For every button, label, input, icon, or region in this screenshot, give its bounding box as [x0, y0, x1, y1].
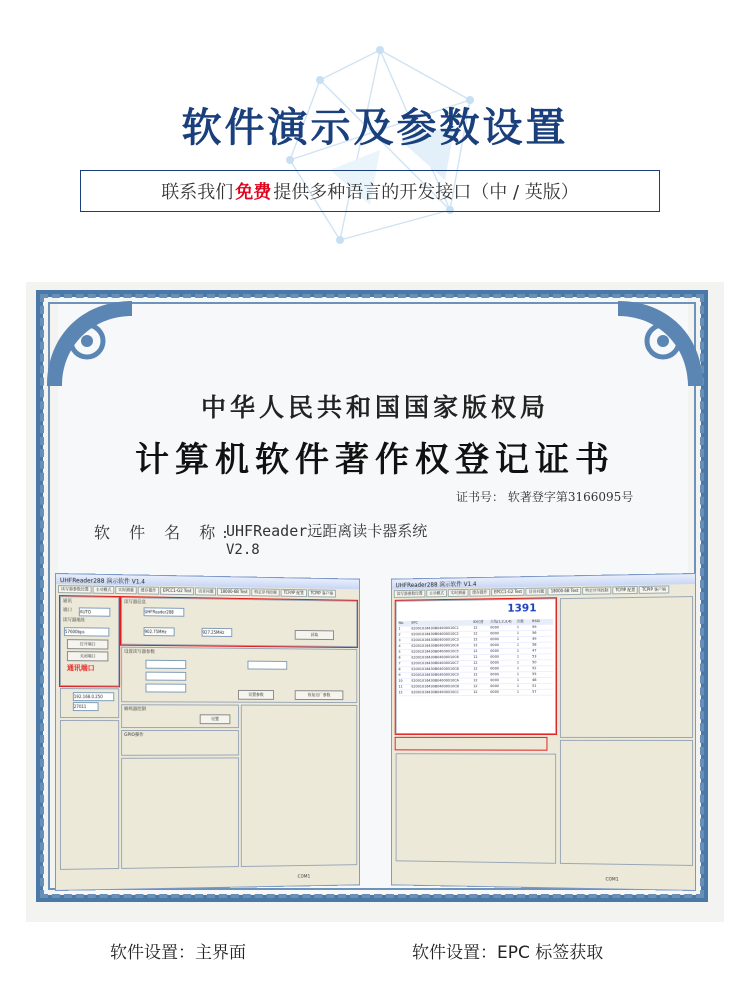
window-tab[interactable]: EPCC1-G2 Test	[160, 587, 194, 595]
table-cell: E2001016430B04000010C8	[411, 666, 459, 672]
page-title: 软件演示及参数设置	[181, 105, 569, 151]
table-cell: 1	[516, 625, 520, 630]
freq-min-field: 902.75MHz	[144, 627, 175, 636]
serial-panel	[60, 720, 119, 870]
software-name-label: 软 件 名 称:	[94, 523, 235, 542]
subtitle-banner	[80, 170, 660, 212]
window-tab[interactable]: 读写器参数设置	[58, 585, 92, 594]
table-cell: E2001016430B04000010C3	[411, 637, 459, 643]
open-port-button[interactable]: 打开端口	[67, 639, 108, 649]
table-cell: 0000	[490, 689, 499, 694]
table-cell: 4	[398, 644, 401, 649]
screenshot-epc-tags	[391, 573, 696, 891]
set-buzzer-button[interactable]: 设置	[200, 714, 231, 724]
table-cell: 0000	[490, 631, 499, 636]
certificate-title: 计算机软件著作权登记证书	[135, 440, 615, 480]
caption-main-interface: 软件设置：主界面	[110, 943, 246, 963]
table-cell: 0000	[490, 666, 499, 671]
table-cell: 6	[398, 655, 401, 660]
table-cell: 1	[516, 642, 520, 647]
table-cell: 53	[532, 654, 537, 659]
subtitle-highlight: 免费	[235, 182, 272, 203]
table-cell: 0000	[490, 625, 499, 630]
table-cell: E2001016430B04000010C2	[411, 631, 459, 637]
software-name-value: UHFReader远距离读卡器系统	[226, 522, 428, 540]
table-cell: 51	[532, 683, 537, 688]
buzzer-panel	[121, 704, 239, 728]
window-tab[interactable]: TCPIP 客户端	[639, 585, 669, 593]
table-cell: 49	[532, 636, 537, 641]
table-cell: 47	[532, 648, 537, 653]
table-cell: 52	[532, 666, 537, 671]
port-label: 端口	[62, 608, 72, 614]
reader-info-label: 读写器信息	[124, 600, 147, 606]
caption-epc-tags: 软件设置：EPC 标签获取	[412, 943, 604, 963]
table-cell: 7	[398, 661, 401, 666]
table-cell: 12	[473, 684, 478, 689]
table-cell: 48	[532, 678, 537, 682]
table-cell: 9	[398, 673, 401, 677]
read-write-panel	[396, 753, 556, 864]
window-tab[interactable]: 读写器参数设置	[394, 590, 426, 598]
table-cell: 11	[398, 684, 403, 689]
antenna-config-panel	[241, 705, 357, 867]
table-cell: 1	[516, 678, 520, 683]
corner-ornament-icon	[613, 296, 708, 391]
query-params-panel	[560, 596, 693, 738]
table-cell: 1	[516, 672, 520, 677]
annotation-box	[120, 596, 358, 648]
param-field[interactable]	[146, 672, 187, 681]
table-cell: 12	[473, 655, 478, 659]
comm-port-annotation: 通讯端口	[66, 664, 95, 673]
antenna-panel	[121, 757, 239, 868]
table-cell: 55	[532, 672, 537, 677]
screenshot-main-interface	[55, 573, 360, 891]
certificate-issuer: 中华人民共和国国家版权局	[200, 393, 549, 422]
table-cell: 0000	[490, 648, 499, 653]
window-tab[interactable]: TCP/IP 配置	[281, 589, 307, 597]
table-cell: 50	[532, 660, 537, 665]
window-tab[interactable]: EPCC1-G2 Test	[491, 588, 525, 596]
table-header-cell: No.	[398, 620, 404, 625]
software-version: V2.8	[226, 542, 260, 558]
window-tab[interactable]: TCPIP 配置	[612, 586, 638, 594]
gpio-label: GPIO操作	[124, 732, 144, 738]
table-cell: 0000	[490, 678, 499, 683]
window-tab[interactable]: 特定序列控制	[251, 588, 279, 596]
table-cell: 10	[398, 678, 403, 683]
window-tab[interactable]: 实时测量	[115, 586, 137, 594]
table-cell: 58	[532, 642, 537, 647]
table-cell: 0000	[490, 684, 499, 689]
annotation-box	[395, 737, 548, 751]
table-cell: 1	[516, 654, 520, 659]
window-tab[interactable]: 特定序列控制	[582, 586, 611, 594]
table-cell: 5	[398, 649, 401, 654]
get-info-button[interactable]: 获取	[295, 630, 334, 640]
table-cell: 12	[473, 666, 478, 671]
port-select[interactable]: AUTO	[79, 607, 111, 616]
param-field[interactable]	[146, 660, 187, 669]
table-cell: E2001016430B04000010C7	[411, 661, 459, 666]
table-cell: 1	[516, 666, 520, 671]
set-params-button[interactable]: 设置参数	[238, 690, 274, 700]
table-cell: 1	[516, 648, 520, 653]
table-header-cell: 次数	[516, 619, 524, 624]
table-cell: 12	[473, 643, 478, 648]
table-cell: 0000	[490, 672, 499, 677]
table-cell: 12	[473, 660, 478, 665]
table-cell: 12	[473, 625, 478, 630]
window-tab[interactable]: 缓存操作	[138, 586, 159, 594]
subtitle-pre: 联系我们	[161, 182, 234, 203]
annotation-box	[59, 595, 120, 687]
tag-count: 1391	[507, 601, 537, 615]
factory-reset-button[interactable]: 恢复出厂参数	[295, 690, 344, 700]
table-cell: 8	[398, 667, 401, 672]
window-tab[interactable]: 18000-6B Test	[548, 587, 581, 595]
param-field[interactable]	[146, 684, 187, 693]
window-tab[interactable]: 主动模式	[93, 586, 115, 594]
param-field[interactable]	[247, 661, 287, 670]
freq-max-field: 927.25MHz	[202, 628, 233, 637]
table-cell: 57	[532, 689, 537, 694]
set-params-label: 设置读写器参数	[124, 649, 155, 655]
table-cell: 0000	[490, 643, 499, 648]
table-cell: E2001016430B04000010C4	[411, 643, 459, 648]
com-status: COM1	[297, 874, 311, 880]
table-cell: 12	[473, 690, 478, 695]
table-cell: 1	[516, 689, 520, 694]
tag-operations-panel	[560, 740, 693, 866]
window-title: UHFReader288 演示软件 V1.4	[392, 574, 695, 589]
window-tab[interactable]: 话音问题	[526, 588, 547, 596]
table-cell: 3	[398, 638, 401, 643]
table-cell: 2	[398, 632, 401, 637]
table-cell: E2001016430B04000010CB	[411, 684, 459, 689]
table-cell: E2001016430B04000010CC	[411, 690, 460, 695]
reader-address-label: 读写器地址	[62, 618, 86, 624]
table-cell: 12	[473, 672, 478, 677]
table-cell: 12	[473, 631, 478, 636]
table-cell: 12	[473, 649, 478, 654]
table-cell: E2001016430B04000010CA	[411, 678, 459, 683]
set-params-panel	[121, 647, 357, 703]
table-cell: E2001016430B04000010C5	[411, 649, 459, 654]
table-cell: E2001016430B04000010C9	[411, 672, 459, 677]
window-tab[interactable]: 18000-6B Test	[217, 588, 250, 596]
table-cell: 12	[473, 637, 478, 642]
model-field: UHFReader288	[144, 607, 185, 616]
corner-ornament-icon	[42, 296, 137, 391]
table-cell: 1	[398, 626, 401, 631]
table-header-cell: RSSI	[532, 619, 540, 624]
table-cell: 1	[516, 660, 520, 665]
buzzer-label: 蜂鸣器控制	[124, 707, 147, 713]
table-cell: E2001016430B04000010C1	[411, 626, 459, 631]
window-tab[interactable]: 主动模式	[426, 589, 447, 597]
comm-label: 通讯	[62, 599, 72, 605]
table-cell: 12	[473, 678, 478, 683]
table-cell: 1	[516, 684, 520, 688]
window-tab[interactable]: 缓存操作	[469, 589, 490, 597]
annotation-box	[395, 597, 557, 735]
close-port-button[interactable]: 关闭端口	[67, 651, 108, 661]
ip-field[interactable]: 192.168.0.250	[73, 692, 114, 701]
baud-select[interactable]: 57600bps	[64, 627, 109, 636]
table-cell: 0000	[490, 654, 499, 659]
table-cell: 1	[516, 637, 520, 641]
table-header-cell: 天线(1,2,3,4)	[490, 619, 512, 624]
table-cell: 0000	[490, 637, 499, 642]
table-cell: E2001016430B04000010C6	[411, 655, 459, 660]
table-cell: 56	[532, 630, 537, 635]
gpio-panel	[121, 730, 239, 756]
window-tab[interactable]: TCPIP 客户端	[308, 589, 336, 597]
certificate-number: 证书号： 软著登字第3166095号	[456, 490, 634, 504]
table-header-cell: EPC	[411, 620, 418, 625]
table-cell: 0000	[490, 660, 499, 665]
window-tab[interactable]: 实时测量	[448, 589, 469, 597]
table-cell: 12	[398, 690, 403, 695]
subtitle-post: 提供多种语言的开发接口（中 / 英版）	[273, 182, 579, 203]
table-cell: 59	[532, 625, 537, 630]
port-number-field[interactable]: 27011	[73, 702, 99, 711]
table-header-cell: ID长度	[473, 619, 484, 624]
window-tab[interactable]: 话音问题	[195, 587, 216, 595]
table-cell: 1	[516, 631, 520, 636]
com-status: COM1	[605, 877, 619, 883]
tcpip-panel	[60, 688, 119, 718]
window-title: UHFReader288 演示软件 V1.4	[56, 574, 359, 589]
